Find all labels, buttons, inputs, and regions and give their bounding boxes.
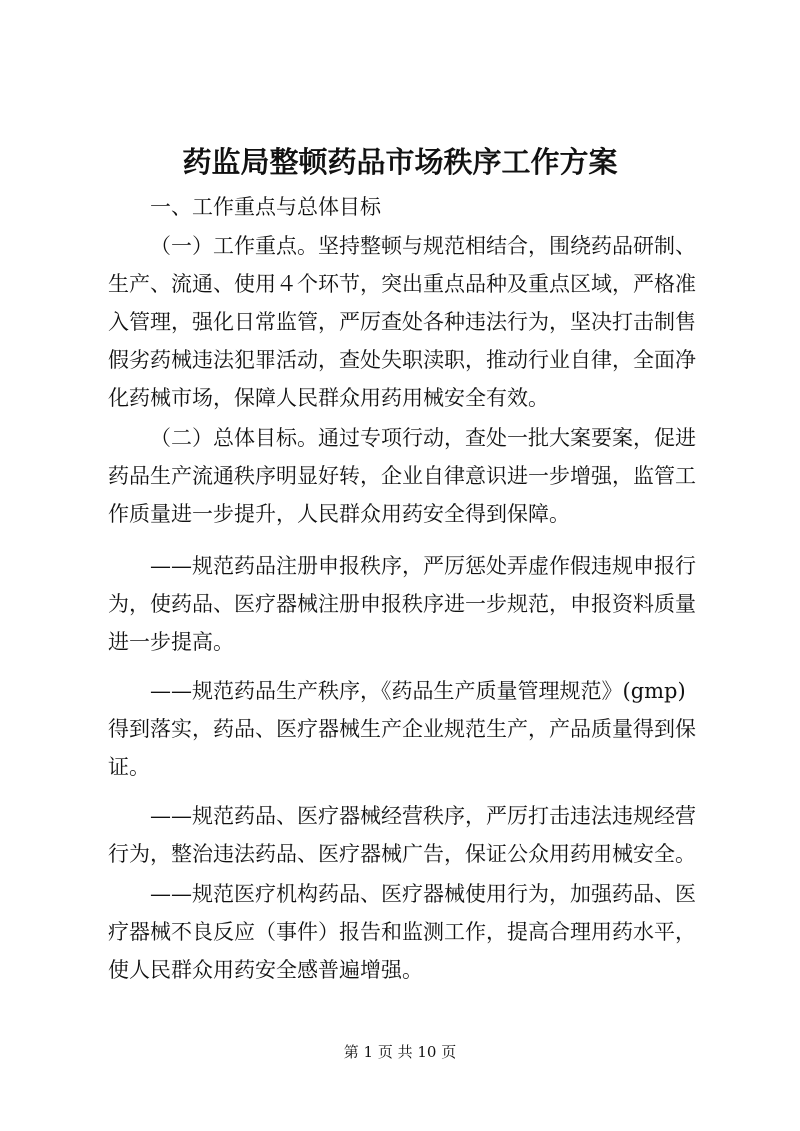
paragraph-line: 行为，整治违法药品、医疗器械广告，保证公众用药用械安全。 (108, 842, 696, 866)
paragraph-line: 作质量进一步提升，人民群众用药安全得到保障。 (108, 502, 570, 526)
paragraph-line: ——规范药品生产秩序，《药品生产质量管理规范》(gmp) (150, 679, 686, 703)
paragraph-line: 药品生产流通秩序明显好转，企业自律意识进一步增强，监管工 (108, 464, 696, 488)
paragraph-line: 使人民群众用药安全感普遍增强。 (108, 958, 423, 982)
paragraph-line: ——规范药品注册申报秩序，严厉惩处弄虚作假违规申报行 (150, 554, 696, 578)
page-number-footer: 第 1 页 共 10 页 (343, 1043, 457, 1061)
section-heading: 一、工作重点与总体目标 (150, 195, 381, 219)
paragraph-line: （一）工作重点。坚持整顿与规范相结合，围绕药品研制、 (150, 234, 696, 258)
paragraph-line: ——规范医疗机构药品、医疗器械使用行为，加强药品、医 (150, 882, 696, 906)
paragraph-line: 为，使药品、医疗器械注册申报秩序进一步规范，申报资料质量 (108, 592, 696, 616)
document-title: 药监局整顿药品市场秩序工作方案 (182, 145, 618, 179)
paragraph-line: ——规范药品、医疗器械经营秩序，严厉打击违法违规经营 (150, 804, 696, 828)
paragraph-line: 假劣药械违法犯罪活动，查处失职渎职，推动行业自律，全面净 (108, 348, 696, 372)
paragraph-line: 进一步提高。 (108, 630, 234, 654)
paragraph-line: 入管理，强化日常监管，严厉查处各种违法行为，坚决打击制售 (108, 310, 696, 334)
paragraph-line: 生产、流通、使用４个环节，突出重点品种及重点区域，严格准 (108, 272, 696, 296)
paragraph-line: 化药械市场，保障人民群众用药用械安全有效。 (108, 386, 549, 410)
paragraph-line: （二）总体目标。通过专项行动，查处一批大案要案，促进 (150, 426, 696, 450)
paragraph-line: 疗器械不良反应（事件）报告和监测工作，提高合理用药水平， (108, 920, 696, 944)
paragraph-line: 证。 (108, 755, 150, 779)
paragraph-line: 得到落实，药品、医疗器械生产企业规范生产，产品质量得到保 (108, 717, 696, 741)
